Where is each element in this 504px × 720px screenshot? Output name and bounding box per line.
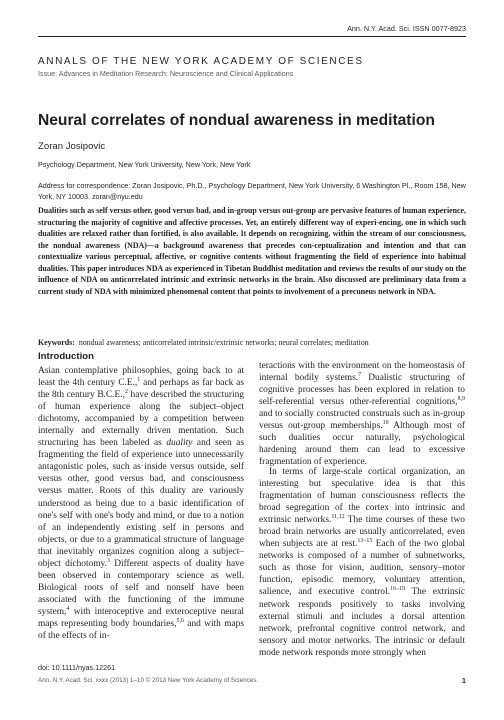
body-paragraph: Asian contemplative philosophies, going back to at least the 4th century C.E.,$^1$ and perhaps as far back as the 8th century B.C.E.,$^2$ have described the structuring of human experience along the subject–object dichotomy, accompanied by a competition between internally and externally driven mentation. Such structuring has been labeled as duality and seen as fragmenting the field of experience into unnecessarily antagonistic poles, such as inside versus outside, self versus other, good versus bad, and consciousness versus matter. Roots of this duality are variously understood as being due to a basic identification of one's self with one's body and mind, or due to a notion of an independently existing self in persons and objects, or due to a grammatical structure of language that inevitably organizes cognition along a subject–object dichotomy.$^3$ Different aspects of duality have been observed in contemporary science as well. Biological roots of self and nonself have been associated with the functioning of the immune system,$^4$ with interoceptive and exteroceptive neural maps representing body boundaries,$^{5,6}$ and with maps of the effects of in- — [38, 366, 245, 642]
doi: doi: 10.1111/nyas.12261 — [38, 663, 116, 672]
keywords-text: nondual awareness; anticorrelated intrinsic/extrinsic networks; neural correlates; meditation — [78, 338, 369, 347]
body-paragraph: In terms of large-scale cortical organization, an interesting but speculative idea is that this fragmentation of human consciousness reflects the broad segregation of the cortex into intrinsic and extrinsic networks.$^{11,12}$ The time courses of these two broad brain networks are usually anticorrelated, even when subjects are at rest.$^{13-15}$ Each of the two global networks is composed of a number of subnetworks, such as those for vision, audition, sensory–motor function, episodic memory, voluntary attention, salience, and executive control.$^{16-19}$ The extrinsic network responds positively to tasks involving external stimuli and includes a dorsal attention network, prefrontal cognitive control network, and sensory and motor networks. The intrinsic or default mode network responds more strongly when — [259, 467, 465, 658]
keywords-label: Keywords: — [38, 338, 75, 347]
author-affiliation: Psychology Department, New York University, New York, New York — [38, 160, 251, 169]
author-name: Zoran Josipovic — [38, 141, 106, 152]
issue-line: Issue: Advances in Meditation Research: Neuroscience and Clinical Applications — [38, 69, 294, 78]
abstract: Dualities such as self versus other, good versus bad, and in-group versus out-group are pervasive features of human experience, structuring the majority of cognitive and affective processes. Yet, an entirely different way of experi-encing, one in which such dualities are relaxed rather than fortified, is also available. It depends on recognizing, within the stream of our consciousness, the nondual awareness (NDA)—a background awareness that precedes con-ceptualization and intention and that can contextualize various perceptual, affective, or cognitive contents without fragmenting the field of experience into habitual dualities. This paper introduces NDA as experienced in Tibetan Buddhist meditation and reviews the results of our study on the influence of NDA on anticorrelated intrinsic and extrinsic networks in the brain. Also discussed are preliminary data from a current study of NDA with minimized phenomenal content that points to involvement of a precuneus network in NDA. — [38, 206, 466, 296]
article-title: Neural correlates of nondual awareness in meditation — [38, 112, 435, 129]
header-rule — [38, 36, 466, 37]
keywords — [38, 337, 466, 349]
section-heading-introduction: Introduction — [38, 351, 94, 362]
journal-series-title: ANNALS OF THE NEW YORK ACADEMY OF SCIENCES — [38, 56, 364, 67]
footer-citation: Ann. N.Y. Acad. Sci. xxxx (2013) 1–10 © 2013 New York Academy of Sciences. — [38, 677, 259, 684]
body-paragraph: teractions with the environment on the homeostasis of internal bodily systems.$^7$ Dualistic structuring of cognitive processes has been explored in relation to self-referential versus other-referential cognitions,$^{8,9}$ and to socially constructed construals such as in-group versus out-group memberships.$^{10}$ Although most of such dualities occur naturally, psychological hardening around them can lead to excessive fragmentation of experience. — [259, 361, 465, 468]
journal-reference: Ann. N.Y. Acad. Sci. ISSN 0077-8923 — [347, 24, 466, 33]
correspondence-address: Address for correspondence: Zoran Josipovic, Ph.D., Psychology Department, New York University, 6 Washington Pl., Room 158, New York, NY 10003. zoran@nyu.edu — [38, 181, 466, 202]
page-number: 1 — [461, 676, 466, 685]
